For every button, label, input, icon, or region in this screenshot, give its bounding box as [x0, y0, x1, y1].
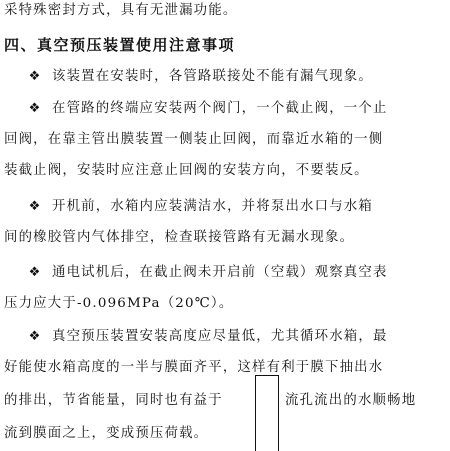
list-item-2-line-1 [28, 100, 388, 118]
list-item-text: 通电试机后，在截止阀未开启前（空载）观察真空表 [52, 265, 388, 280]
list-item-5-line-1 [28, 328, 388, 346]
section-heading: 四、真空预压装置使用注意事项 [4, 36, 236, 54]
list-item-3-line-1 [28, 198, 373, 216]
diamond-bullet-icon: ❖ [28, 329, 42, 344]
diamond-bullet-icon: ❖ [28, 101, 42, 116]
list-item-text: 在管路的终端应安装两个阀门，一个截止阀，一个止 [52, 101, 388, 116]
list-item-2-line-3: 装截止阀，安装时应注意止回阀的安装方向，不要装反。 [4, 163, 369, 178]
list-item-2-line-2: 回阀，在靠主管出膜装置一侧装止回阀，而靠近水箱的一侧 [4, 132, 384, 147]
list-item-4-line-1 [28, 264, 388, 282]
list-item-4-line-2: 压力应大于-0.096MPa（20℃）。 [4, 296, 234, 311]
list-item-text: 该装置在安装时，各管路联接处不能有漏气现象。 [52, 69, 373, 84]
text-cursor-box [255, 375, 279, 451]
list-item-5-line-3: 的排出，节省能量，同时也有益于 [4, 393, 223, 408]
list-item-text: 开机前，水箱内应装满洁水，并将泵出水口与水箱 [52, 199, 373, 214]
list-item-5-line-4: 流到膜面之上，变成预压荷载。 [4, 426, 209, 441]
diamond-bullet-icon: ❖ [28, 199, 42, 214]
list-item-5-line-2: 好能使水箱高度的一半与膜面齐平，这样有利于膜下抽出水 [4, 360, 384, 375]
list-item-1-line-1 [28, 68, 373, 86]
list-item-5-line-3-tail: 流孔流出的水顺畅地 [285, 393, 417, 408]
diamond-bullet-icon: ❖ [28, 69, 42, 84]
intro-tail-text: 采特殊密封方式，具有无泄漏功能。 [4, 3, 238, 18]
list-item-3-line-2: 间的橡胶管内气体排空，检查联接管路有无漏水现象。 [4, 230, 355, 245]
list-item-text: 真空预压装置安装高度应尽量低，尤其循环水箱，最 [52, 329, 388, 344]
diamond-bullet-icon: ❖ [28, 265, 42, 280]
